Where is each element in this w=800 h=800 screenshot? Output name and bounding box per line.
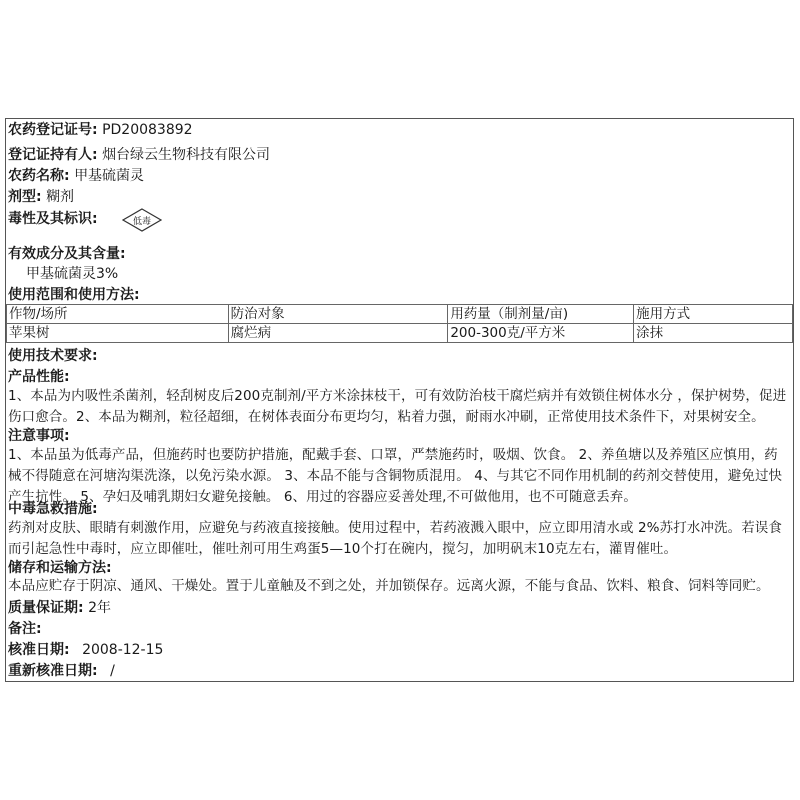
approval-date-label: 核准日期: (8, 642, 70, 658)
tech-requirements-heading (8, 346, 98, 366)
remarks-label: 备注: (8, 621, 42, 637)
pesticide-name-label: 农药名称: (8, 168, 70, 184)
usage-cell-target: 腐烂病 (228, 324, 448, 343)
first-aid-text: 药剂对皮肤、眼睛有刺激作用，应避免与药液直接接触。使用过程中，若药液溅入眼中，应立即用清水或 2%苏打水冲洗。若误食而引起急性中毒时，应立即催吐，催吐剂可用生鸡蛋5—10个打在碗内，搅匀，加明矾末10克左右，灌胃催吐。 (8, 520, 783, 557)
usage-cell-crop: 苹果树 (7, 324, 229, 343)
usage-header-method: 施用方式 (634, 305, 793, 324)
active-ingredient-value: 甲基硫菌灵3% (26, 266, 119, 282)
shelf-life-line (8, 598, 111, 618)
approval-date-value: 2008-12-15 (82, 642, 164, 658)
storage-label: 储存和运输方法: (8, 560, 112, 576)
product-performance-text: 1、本品为内吸性杀菌剂，轻刮树皮后200克制剂/平方米涂抹枝干，可有效防治枝干腐烂病并有效锁住树体水分 ，保护树势，促进伤口愈合。2、本品为糊剂，粒径超细，在树体表面分布更均匀，粘着力强，耐雨水冲刷，正常使用技术条件下，对果树安全。 (8, 388, 787, 425)
usage-cell-dosage: 200-300克/平方米 (448, 324, 634, 343)
product-performance-heading (8, 367, 70, 387)
first-aid-heading (8, 499, 98, 519)
precautions-text: 1、本品虽为低毒产品，但施药时也要防护措施，配戴手套、口罩，严禁施药时，吸烟、饮食。 2、养鱼塘以及养殖区应慎用，药械不得随意在河塘沟渠洗涤，以免污染水源。 3、本品不能与含铜物质混用。 4、与其它不同作用机制的药剂交替使用，避免过快产生抗性。 5、孕妇及哺乳期妇女避免接触。 6、用过的容器应妥善处理,不可做他用，也不可随意丢弃。 (8, 447, 783, 505)
holder-line (8, 145, 270, 165)
usage-header-target: 防治对象 (228, 305, 448, 324)
formulation-value: 糊剂 (46, 189, 75, 205)
toxicity-label: 毒性及其标识: (8, 211, 98, 227)
pesticide-name-value: 甲基硫菌灵 (74, 168, 145, 184)
toxicity-line (8, 209, 98, 229)
storage-text: 本品应贮存于阴凉、通风、干燥处。置于儿童触及不到之处，并加锁保存。远离火源，不能与食品、饮料、粮食、饲料等同贮。 (8, 578, 770, 594)
pesticide-name-line (8, 166, 144, 186)
registration-number-value: PD20083892 (102, 122, 193, 138)
formulation-label: 剂型: (8, 189, 42, 205)
registration-number-label: 农药登记证号: (8, 122, 98, 138)
low-toxicity-badge-icon (122, 208, 162, 232)
active-ingredient-label: 有效成分及其含量: (8, 246, 126, 262)
usage-header-crop: 作物/场所 (7, 305, 229, 324)
remarks-line (8, 619, 42, 639)
usage-table-header-row (7, 305, 793, 324)
reapproval-date-line (8, 661, 115, 681)
reapproval-date-value: / (110, 663, 115, 679)
holder-label: 登记证持有人: (8, 147, 98, 163)
usage-cell-method: 涂抹 (634, 324, 793, 343)
usage-table (6, 304, 793, 343)
registration-number-line (8, 120, 193, 140)
storage-heading (8, 558, 112, 578)
toxicity-badge-text: 低毒 (132, 217, 152, 227)
usage-header-dosage: 用药量（制剂量/亩) (448, 305, 634, 324)
precautions-label: 注意事项: (8, 428, 70, 444)
usage-label: 使用范围和使用方法: (8, 287, 140, 303)
product-performance-label: 产品性能: (8, 369, 70, 385)
first-aid-label: 中毒急救措施: (8, 501, 98, 517)
precautions-heading (8, 426, 70, 446)
formulation-line (8, 187, 74, 207)
active-ingredient-heading (8, 244, 126, 264)
usage-heading (8, 285, 140, 305)
tech-requirements-label: 使用技术要求: (8, 348, 98, 364)
reapproval-date-label: 重新核准日期: (8, 663, 98, 679)
approval-date-line (8, 640, 163, 660)
holder-value: 烟台绿云生物科技有限公司 (102, 147, 271, 163)
table-row (7, 324, 793, 343)
shelf-life-label: 质量保证期: (8, 600, 84, 616)
shelf-life-value: 2年 (88, 600, 111, 616)
